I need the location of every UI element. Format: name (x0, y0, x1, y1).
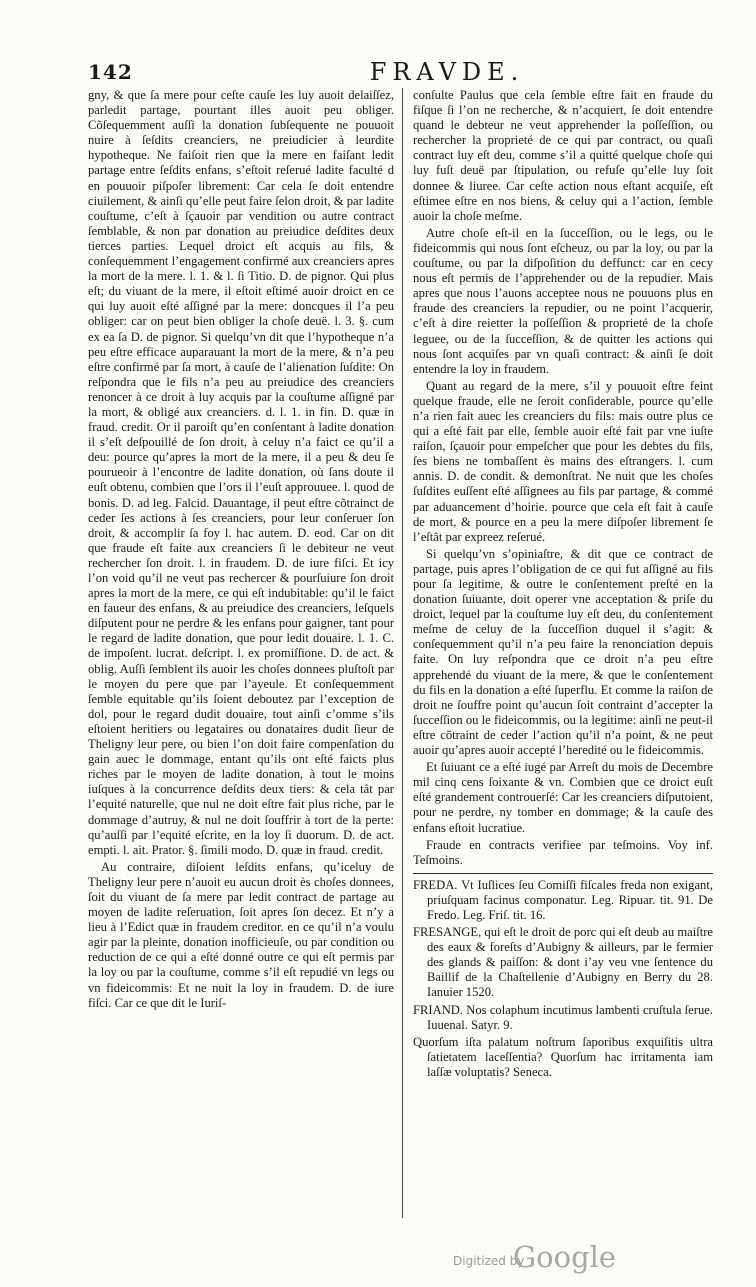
paragraph: Fraude en contracts verifiee par teſmoins. Voy inf. Teſmoins. (413, 837, 713, 867)
entry-separator (413, 873, 713, 874)
paragraph: gny, & que ſa mere pour ceſte cauſe les luy auoit delaiſſez, parledit partage, pourtant illes auoit peu obliger. Cõſequemment auſſi la donation ſubſequente ne pouuoit nuire à ſeſdits creanciers, ne preiudicier à leurdite hypotheque. Ne faiſoit rien que la mere en faiſant ledit partage entre ſeſdits enfans, s’eſtoit reſerué ladite faculté d en pouuoir piſpoſer librement: Car cela ſe doit entendre ciuilement, & ainſi qu’elle peut faire ſelon droit, & par ladite couſtume, c’eſt à ſçauoir par vendition ou autre contract ſemblable, & non par donation au preiudice deſdites deux tierces parties. Lequel droict eſt acquis au fils, & conſequemment l’engagement confirmé aux creanciers apres la mort de la mere. l. 1. & l. ſi Titio. D. de pignor. Qui plus eſt; du viuant de la mere, il eſtoit eſtimé auoir droict en ce qui luy auoit eſté aſſigné par la mere: doncques il l’a peu obliger: car on peut bien obliger la choſe deuë. l. 3. §. cum ex ea ſa D. de pignor. Si quelqu’vn dit que l’hypotheque n’a peu eſtre efficace auparauant la mort de la mere, & n’a peu eſtre confirmé par ſa mort, à cauſe de l’alienation ſuſdite: On reſpondra que le fils n’a peu au preiudice des creanciers renoncer à ce droit à luy acquis par la couſtume aſſigné par la mort, & obligé aux creanciers. d. l. 1. in fin. D. quæ in fraud. credit. Or il paroiſt qu’en conſentant à ladite donation il s’eſt deſpouillé de ſon droit, à celuy n’a faict ce qu’il a deu: pource qu’apres la mort de la mere, il a peu & deu ſe pourueoir à l’encontre de ladite donation, où ſans doute il euſt obtenu, combien que l’ors il l’euſt approuuee. l. quod de bonis. D. ad leg. Falcid. Dauantage, il peut eſtre cõtrainct de ceder ſes actions à ſes creanciers, pour leur conſeruer ſon droit, & accomplir ſa foy l. hac autem. D. eod. Car on dit que fraude eſt faite aux creanciers ſi le debiteur ne veut rechercher ſon droit. l. in fraudem. D. de iure fiſci. Et icy l’on void qu’il ne veut pas rechercer & pourſuiure ſon droit apres la mort de la mere, ce qui eſt indubitable: qu’il le faict en faueur des enfans, & au preiudice des creanciers, leſquels diſputent pour ne perdre & les enfans pour gaigner, tant pour le regard de ladite donation, que pour ledit douaire. l. 1. C. de impoſent. lucrat. deſcript. l. ex promiſſione. D. de act. & oblig. Auſſi ſemblent ils auoir les choſes donnees pluſtoſt par le moyen du pere que par l’ayeule. Et conſequemment ſemble equitable qu’ils ſoient deboutez par l’exception de dol, pour le regard dudit douaire, tout ainſi c’omme s’ils eſtoient heritiers ou legataires ou donataires dudit ſieur de Theligny leur pere, ou bien l’on doit faire compenſation du gain auec le dommage, entant qu’ils ont eſté faicts plus riches par le moyen de ladite donation, à tout le moins iuſques à la concurrence deſdits deux tiers: & cela tât par l’equité naturelle, que nul ne doit eſtre fait plus riche, par le dommage d’autruy, & nul ne doit ſouffrir à tort de la perte: qu’auſſi par l’equité eſcrite, en la loy ſi duorum. D. de act. empti. l. ait. Prator. §. ſimili modo. D. quæ in fraud. credit. (88, 88, 394, 857)
right-column (413, 88, 713, 1080)
dictionary-entry-friand: FRIAND. Nos colaphum incutimus lambenti cruſtula ſerue. Iuuenal. Satyr. 9. (413, 1002, 713, 1032)
quotation-seneca: Quorſum iſta palatum noſtrum ſaporibus exquiſitis ultra ſatietatem laceſſentia? Quorſum hac irritamenta iam laſſæ voluptatis? Seneca. (413, 1034, 713, 1079)
dictionary-entry-fresange: FRESANGE, qui eſt le droit de porc qui eſt deub au maiſtre des eaux & foreſts d’Aubigny & ailleurs, par le fermier des glands & paiſſon: & dont i’ay veu vne ſentence du Baillif de la Chaſtellenie d’Aubigny en Berry du 28. Ianuier 1520. (413, 925, 713, 1000)
page-number: 142 (88, 60, 133, 84)
paragraph: conſulte Paulus que cela ſemble eſtre fait en fraude du fiſque ſi l’on ne recherche, & n’acquiert, ſe doit entendre quand le debteur ne veut apprehender la poſſeſſion, ou rechercher la proprieté de ce qui par contract, ou quaſi contract luy eſt deu, comme s’il a quitté quelque choſe qui luy fuſt deuë par ſtipulation, ou refuſe qu’elle luy ſoit donnee & liuree. Car ceſte action nous eſtant acquiſe, eſt eſtimee eſtre en nos biens, & celuy qui a l’action, ſemble auoir la choſe meſme. (413, 88, 713, 223)
paragraph: Quant au regard de la mere, s’il y pouuoit eſtre feint quelque fraude, elle ne ſeroit conſiderable, pource qu’elle n’a rien fait auec les creanciers du fils: mais outre plus ce qui a eſté fait par elle, ſemble auoir eſté fait par vne iuſte raiſon, ſçauoir pour empeſcher que pour les debtes du fils, ſes biens ne tombaſſent ès mains des eſtrangers. l. cum annis. D. de condit. & demonſtrat. Ne nuit que les choſes ſuſdites euſſent eſté aſſignees au fils par partage, & commé par aduancement d’hoirie. pource que cela eſt fait à cauſe de mort, & pource en a peu la mere diſpoſer librement ſe l’eſtât par expreez reſerué. (413, 378, 713, 544)
google-logo: Google (513, 1240, 617, 1274)
running-title: FRAVDE. (369, 58, 525, 86)
column-divider (402, 88, 403, 1218)
paragraph: Si quelqu’vn s’opiniaſtre, & dit que ce contract de partage, puis apres l’obligation de ce qui fut aſſigné au fils pour ſa legitime, & outre le conſentement preſté en la donation ſuiuante, doit operer vne acceptation & priſe du droict, lequel par la couſtume luy eſt deu, du conſentement meſme de celuy de la ſucceſſion duquel il s’agit: & conſequemment qu’il n’a peu faire la renonciation depuis faite. On luy reſpondra que ce droit n’a peu eſtre apprehendé du viuant de la mere, & que le conſentement du fils en la donation a eſté ſuperflu. Et comme la raiſon de droit ne ſouffre point qu’aucun ſoit contraint d’accepter la ſucceſſion ou le fideicommis, ou la legitime: ainſi ne peut-il eſtre cõtraint de ceder l’action qu’il n’a point, & ne peut auoir qu’apres auoir accepté l’heredité ou le fideicommis. (413, 546, 713, 758)
digitized-label: Digitized by (453, 1254, 525, 1268)
left-column (88, 88, 394, 1011)
dictionary-entry-freda: FREDA. Vt Iuſlices ſeu Comiſſi fiſcales freda non exigant, priuſquam facinus componatur. Leg. Ripuar. tit. 91. De Fredo. Leg. Friſ. tit. 16. (413, 877, 713, 922)
digitized-by-google-watermark (0, 1240, 756, 1280)
paragraph: Au contraire, diſoient leſdits enfans, qu’iceluy de Theligny leur pere n’auoit eu aucun droit ès choſes donnees, ſoit du viuant de ſa mere par ledit contract de partage au moyen de ladite reſeruation, ſoit apres ſon decez. Et n’y a lieu à l’Edict quæ in fraudem creditor. en ce qu’il n’a voulu agir par la pleinte, donation inofficieuſe, ou par condition ou reduction de ce qui a eſté donné outre ce qui eſt permis par la loy ou par la couſtume, comme s’il eſt repudié vn legs ou vn fideicommis: Et ne nuit la loy in fraudem. D. de iure fiſci. Car ce que dit le Iuriſ- (88, 859, 394, 1010)
paragraph: Et ſuiuant ce a eſté iugé par Arreſt du mois de Decembre mil cinq cens ſoixante & vn. Combien que ce droict euſt eſté grandement controuerſé: Car les creanciers diſputoient, pour ne perdre, ny tomber en dommage; & la cauſe des enfans eſtoit lucratiue. (413, 760, 713, 835)
page-header (88, 58, 716, 88)
paragraph: Autre choſe eſt-il en la ſucceſſion, ou le legs, ou le fideicommis qui nous ſont eſcheuz, ou par la loy, ou par la couſtume, ou par la diſpoſition du deffunct: car en cecy nous eſt permis de l’apprehender ou de la repudier. Mais apres que nous l’auons acceptee nous ne pouuons plus en fraude des creanciers la repudier, ou ne point l’acquerir, c’eſt à dire reietter la poſſeſſion & proprieté de la choſe leguee, ou de la ſucceſſion, & de quitter les actions qui nous ſont acquiſes par vn quaſi contract: & ainſi ſe doit entendre la loy in fraudem. (413, 225, 713, 376)
